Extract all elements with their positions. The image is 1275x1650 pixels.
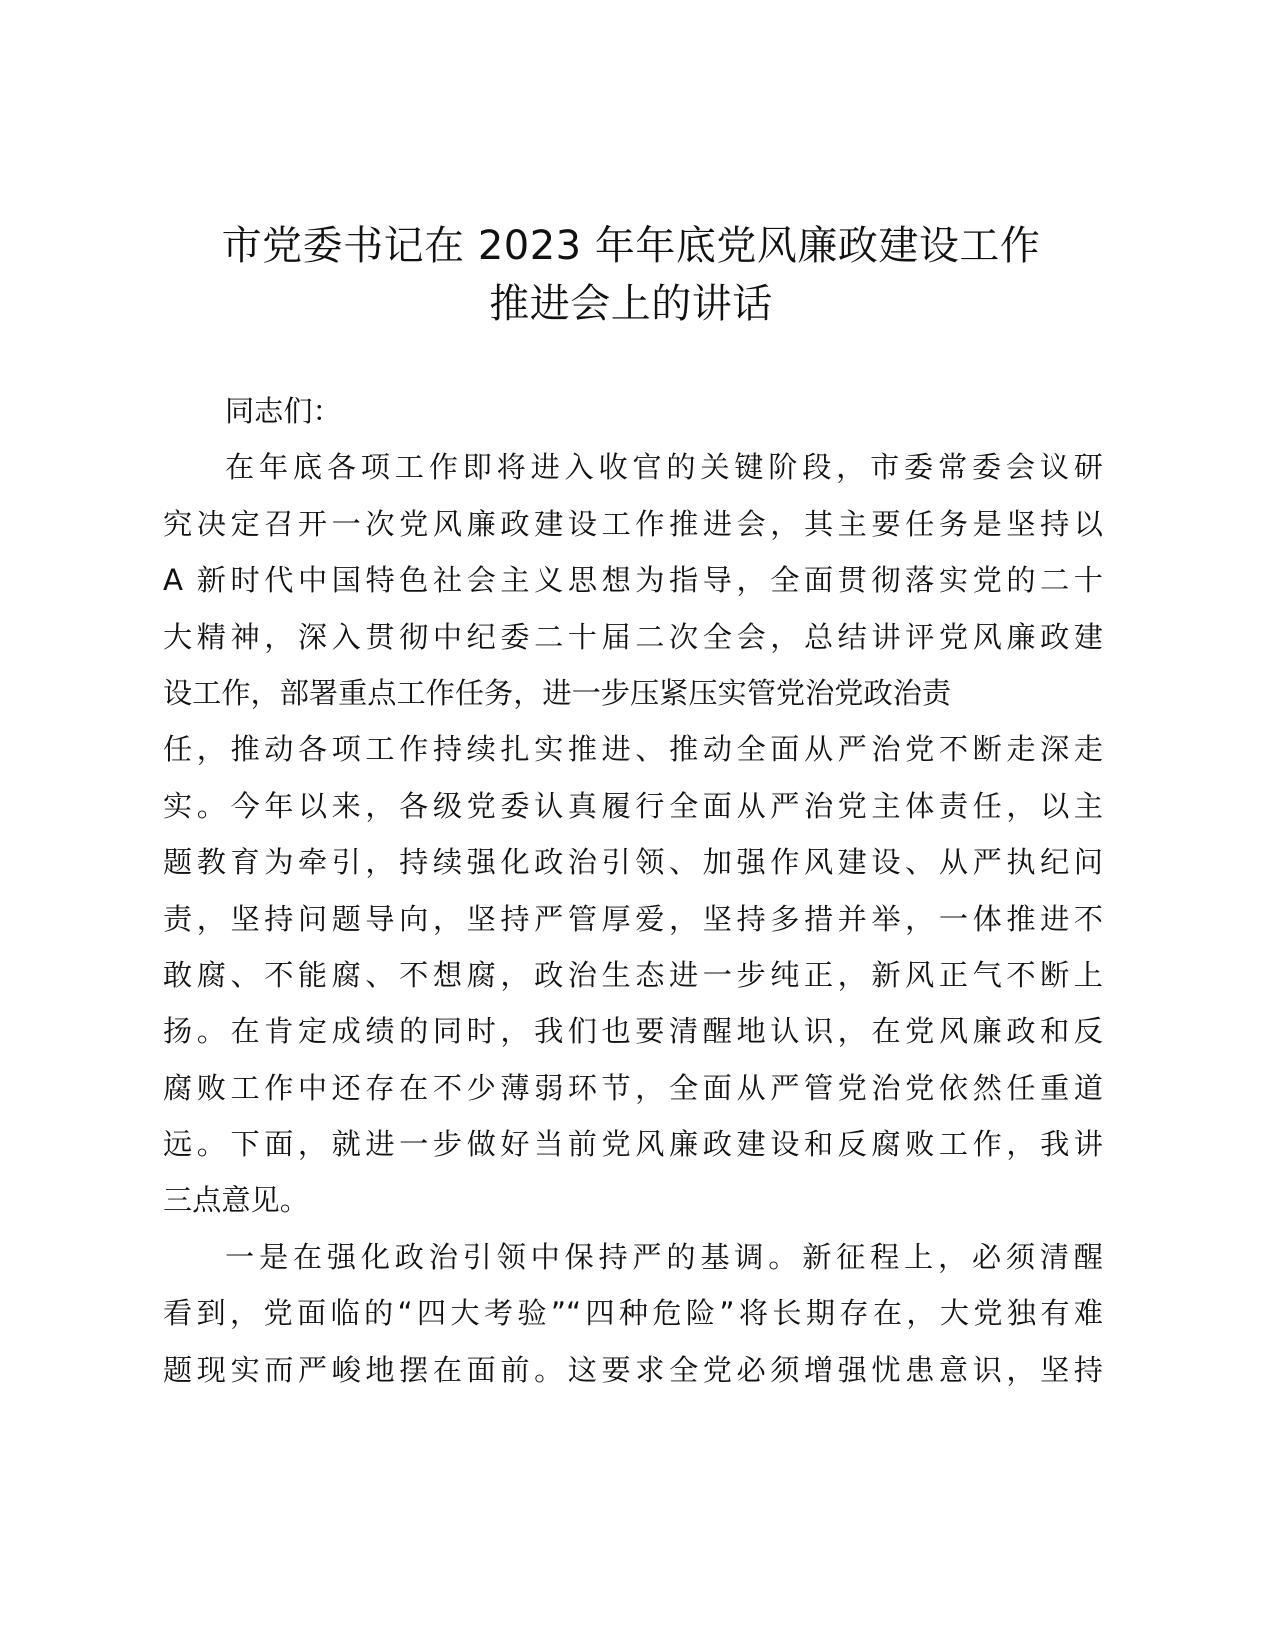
body-line: 设工作，部署重点工作任务，进一步压紧压实管党治党政治责 — [163, 675, 952, 710]
body-line: 题教育为牵引，持续强化政治引领、加强作风建设、从严执纪问 — [163, 845, 1103, 880]
body-line: 远。下面，就进一步做好当前党风廉政建设和反腐败工作，我讲 — [163, 1127, 1103, 1162]
body-line: 敢腐、不能腐、不想腐，政治生态进一步纯正，新风正气不断上 — [163, 957, 1103, 992]
body-line: 三点意见。 — [163, 1183, 309, 1218]
body-line: 扬。在肯定成绩的同时，我们也要清醒地认识，在党风廉政和反 — [163, 1014, 1103, 1049]
body-line: A 新时代中国特色社会主义思想为指导，全面贯彻落实党的二十 — [163, 563, 1103, 598]
body-line: 任，推动各项工作持续扎实推进、推动全面从严治党不断走深走 — [163, 732, 1103, 767]
body-line: 看到，党面临的“四大考验”“四种危险”将长期存在，大党独有难 — [163, 1296, 1103, 1331]
body-line: 在年底各项工作即将进入收官的关键阶段，市委常委会议研 — [225, 450, 1103, 485]
body-line: 腐败工作中还存在不少薄弱环节，全面从严管党治党依然任重道 — [163, 1070, 1103, 1105]
body-line: 题现实而严峻地摆在面前。这要求全党必须增强忧患意识，坚持 — [163, 1352, 1103, 1387]
body-line: 责，坚持问题导向，坚持严管厚爱，坚持多措并举，一体推进不 — [163, 901, 1103, 936]
body-line: 究决定召开一次党风廉政建设工作推进会，其主要任务是坚持以 — [163, 506, 1103, 541]
title-line-1: 市党委书记在 2023 年年底党风廉政建设工作 — [221, 223, 1041, 269]
document-body — [163, 383, 1103, 1398]
body-line: 实。今年以来，各级党委认真履行全面从严治党主体责任，以主 — [163, 788, 1103, 823]
title-line-2: 推进会上的讲话 — [489, 281, 773, 327]
body-line: 一是在强化政治引领中保持严的基调。新征程上，必须清醒 — [225, 1239, 1103, 1274]
document-title — [160, 217, 1102, 333]
salutation: 同志们： — [225, 394, 342, 428]
body-line: 大精神，深入贯彻中纪委二十届二次全会，总结讲评党风廉政建 — [163, 619, 1103, 654]
